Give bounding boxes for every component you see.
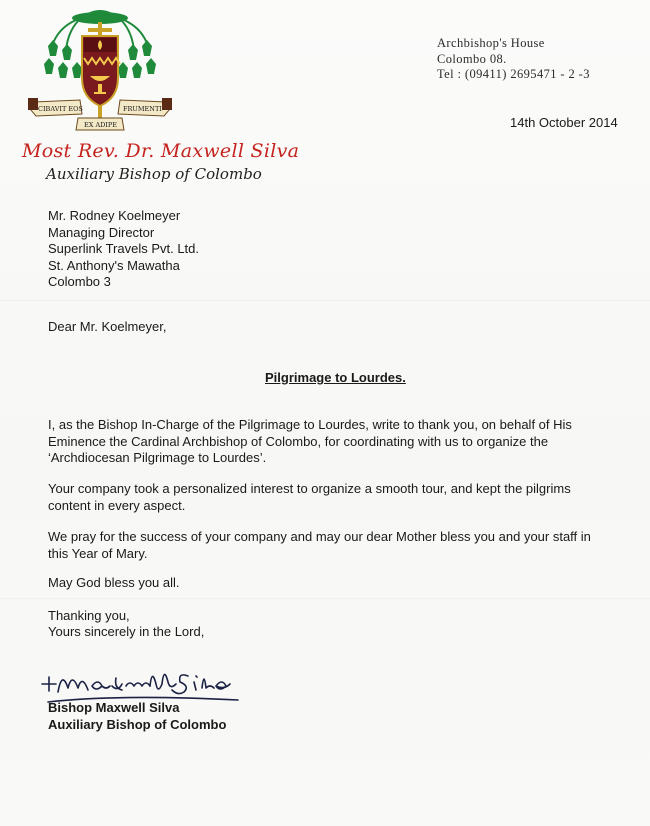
motto-center: EX ADIPE [84,121,118,129]
closing-line: Yours sincerely in the Lord, [48,624,205,639]
paper-fold-line [0,598,650,600]
closing-line: Thanking you, [48,608,130,623]
body-paragraph: May God bless you all. [48,575,180,590]
sender-address [437,36,590,83]
recipient-line: Managing Director [48,224,155,240]
bishop-name: Most Rev. Dr. Maxwell Silva [22,140,300,162]
address-line: Colombo 08. [437,51,507,66]
recipient-line: Colombo 3 [48,274,111,289]
coat-of-arms-icon [26,6,174,144]
body-paragraph: I, as the Bishop In-Charge of the Pilgrimage to Lourdes, write to thank you, on behalf of His Eminence the Cardinal Archbishop of Colombo, for coordinating with us to organize the ‘Archdiocesan Pilgrimage to Lourdes’. [48,417,572,465]
signer-title: Auxiliary Bishop of Colombo [48,716,227,732]
recipient-line: Superlink Travels Pvt. Ltd. [48,241,200,256]
signer-block [48,700,226,733]
closing [48,608,204,640]
subject-heading: Pilgrimage to Lourdes. [265,370,406,385]
recipient-line: Mr. Rodney Koelmeyer [48,208,181,223]
paper-fold-line [0,300,650,302]
address-line: Archbishop's House [437,36,545,50]
motto-right: FRUMENTI [123,105,162,113]
body-paragraph: We pray for the success of your company and may our dear Mother bless you and your staff in this Year of Mary. [48,529,591,561]
body-paragraph: Your company took a personalized interest to organize a smooth tour, and kept the pilgrims content in every aspect. [48,481,571,513]
recipient-address [48,208,199,291]
signer-name: Bishop Maxwell Silva [48,700,180,715]
bishop-title: Auxiliary Bishop of Colombo [46,165,262,183]
motto-left: CIBAVIT EOS [38,105,83,113]
salutation: Dear Mr. Koelmeyer, [48,319,167,334]
address-line: Tel : (09411) 2695471 - 2 -3 [437,67,590,81]
letter-date: 14th October 2014 [510,115,618,130]
recipient-line: St. Anthony's Mawatha [48,257,180,273]
